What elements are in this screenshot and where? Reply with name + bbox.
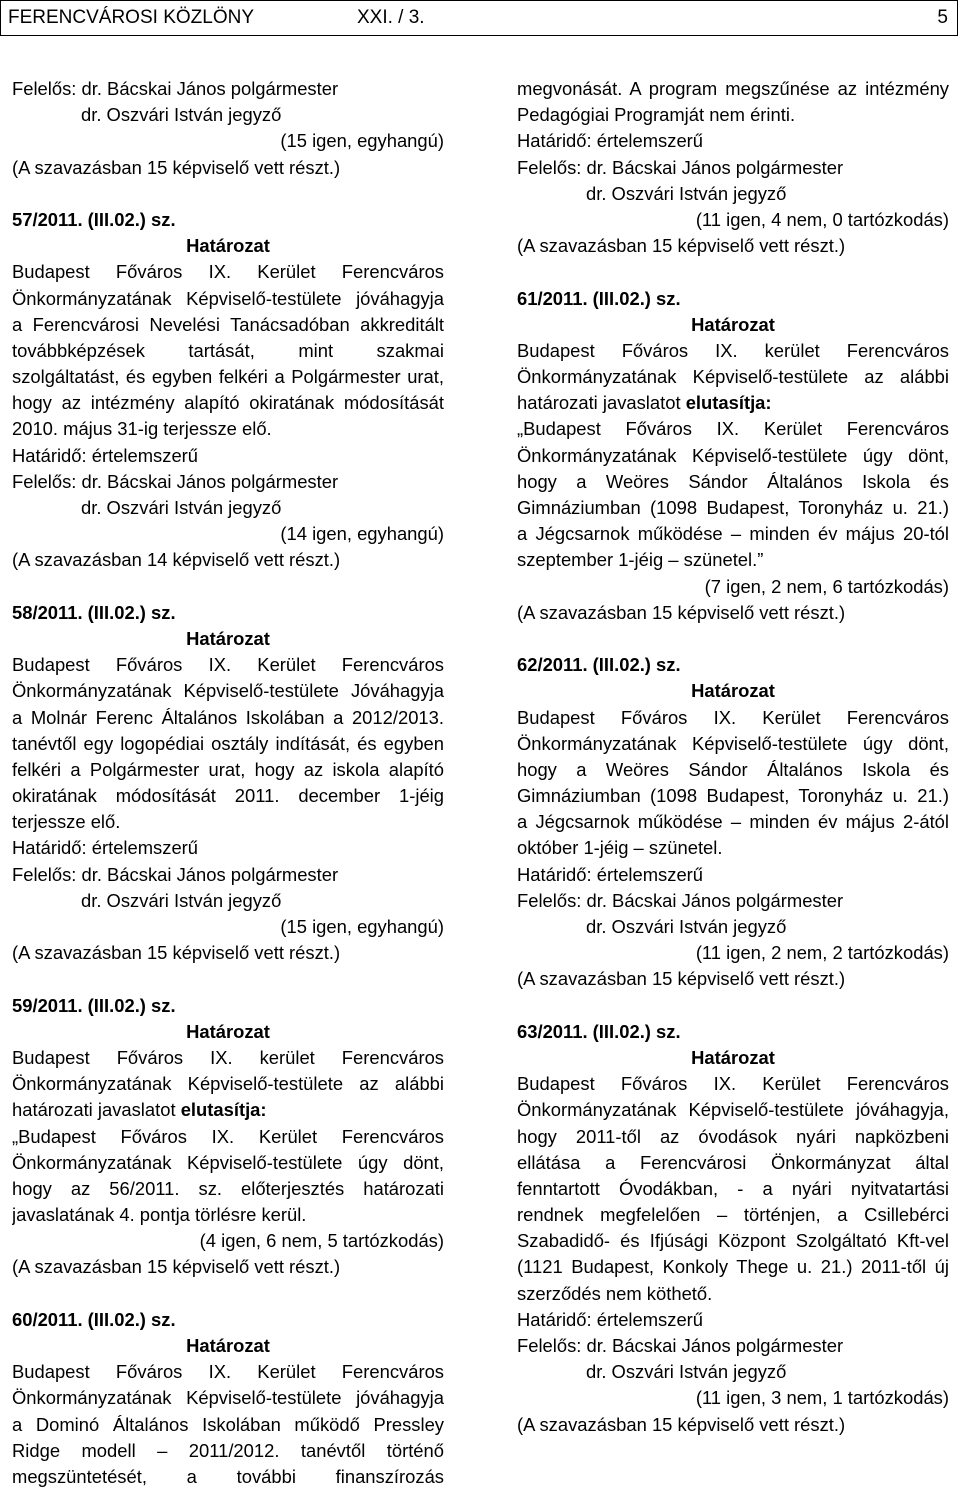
- text-line: [517, 1254, 949, 1280]
- line-text: (15 igen, egyhangú): [280, 130, 444, 152]
- text-line: [517, 495, 949, 521]
- text-line: [12, 259, 444, 285]
- text-line: [517, 1228, 949, 1254]
- text-line: [12, 888, 444, 914]
- left-column: [12, 76, 444, 1490]
- text-line: [517, 233, 949, 259]
- line-text: Budapest Főváros IX. Kerület Ferencváros: [12, 1361, 444, 1383]
- line-text: Felelős: dr. Bácskai János polgármester: [517, 889, 844, 911]
- text-line: [517, 940, 949, 966]
- text-line: [12, 128, 444, 154]
- text-line: [12, 705, 444, 731]
- line-text: Felelős: dr. Bácskai János polgármester: [12, 863, 339, 885]
- line-text: megszüntetését, a további finanszírozás: [12, 1465, 444, 1487]
- line-text: tanévtől egy logopédiai osztály indítását, és egyben: [12, 732, 444, 754]
- line-text: Határozat: [186, 235, 270, 257]
- text-line: [12, 443, 444, 469]
- line-text: a Dominó Általános Iskolában működő Pressley: [12, 1413, 444, 1435]
- line-text: Önkormányzatának Képviselő-testülete az alábbi: [517, 366, 949, 388]
- text-line: [517, 1307, 949, 1333]
- line-text: „Budapest Főváros IX. Kerület Ferencváros: [12, 1125, 444, 1147]
- text-line: [517, 286, 949, 312]
- text-line: [517, 338, 949, 364]
- line-text: (A szavazásban 15 képviselő vett részt.): [517, 235, 846, 257]
- line-text: Budapest Főváros IX. Kerület Ferencváros: [12, 654, 444, 676]
- text-line: [517, 731, 949, 757]
- line-text: (15 igen, egyhangú): [280, 916, 444, 937]
- text-line: [12, 233, 444, 259]
- text-line: [517, 547, 949, 573]
- line-text: hogy a Weöres Sándor Általános Iskola és: [517, 470, 949, 492]
- line-text: Önkormányzatának Képviselő-testülete jóváhagyja,: [517, 1099, 949, 1121]
- line-text: Budapest Főváros IX. Kerület Ferencváros: [517, 1073, 949, 1095]
- line-text: ellátása a Ferencvárosi Önkormányzat által: [517, 1151, 949, 1173]
- publication-title: FERENCVÁROSI KÖZLÖNY: [8, 7, 254, 28]
- text-line: [12, 416, 444, 442]
- text-line: [12, 678, 444, 704]
- text-line: [12, 1307, 444, 1333]
- text-line: [12, 547, 444, 573]
- line-text: hogy a Weöres Sándor Általános Iskola és: [517, 758, 949, 780]
- right-column: [517, 76, 949, 1438]
- text-line: [517, 1097, 949, 1123]
- line-text: (1121 Budapest, Konkoly Thege u. 21.) 2011-től új: [517, 1256, 949, 1278]
- text-line: [517, 1385, 949, 1411]
- text-line: [12, 1176, 444, 1202]
- text-line: [517, 1071, 949, 1097]
- line-text: Felelős: dr. Bácskai János polgármester: [12, 470, 339, 492]
- line-text: Önkormányzatának Képviselő-testülete jóváhagyja: [12, 287, 444, 309]
- line-text: (A szavazásban 15 képviselő vett részt.): [12, 942, 341, 964]
- line-text: határozati javaslatot: [12, 1099, 181, 1121]
- line-text: dr. Oszvári István jegyző: [586, 916, 787, 937]
- text-line: [517, 626, 949, 652]
- text-line: [517, 914, 949, 940]
- text-line: [12, 626, 444, 652]
- text-line: [12, 783, 444, 809]
- text-line: [12, 1464, 444, 1490]
- line-text: (11 igen, 2 nem, 2 tartózkodás): [695, 942, 949, 964]
- text-line: [517, 390, 949, 416]
- line-text: hogy az intézmény alapító okiratának módosítását: [12, 392, 444, 414]
- line-text: (A szavazásban 15 képviselő vett részt.): [517, 968, 846, 990]
- emphasis-text: elutasítja:: [180, 1099, 267, 1121]
- line-text: Ridge modell – 2011/2012. tanévtől történő: [12, 1439, 444, 1461]
- line-text: a Jégcsarnok működése – minden év május 2-ától: [517, 811, 949, 833]
- text-line: [12, 835, 444, 861]
- text-line: [517, 1124, 949, 1150]
- text-line: [12, 1019, 444, 1045]
- text-line: [517, 966, 949, 992]
- line-text: Határidő: értelemszerű: [12, 837, 199, 859]
- page-header: [0, 0, 958, 36]
- line-text: szeptember 1-jéig – szünetel.”: [517, 549, 764, 571]
- text-line: [517, 259, 949, 285]
- text-line: [517, 207, 949, 233]
- text-line: [12, 1359, 444, 1385]
- text-line: [12, 1254, 444, 1280]
- text-line: [12, 1124, 444, 1150]
- text-line: [517, 1176, 949, 1202]
- line-text: Határidő: értelemszerű: [517, 863, 704, 885]
- text-line: [517, 416, 949, 442]
- text-line: [12, 181, 444, 207]
- line-text: (11 igen, 3 nem, 1 tartózkodás): [695, 1387, 949, 1409]
- text-line: [517, 783, 949, 809]
- line-text: dr. Oszvári István jegyző: [586, 182, 787, 204]
- text-line: [517, 809, 949, 835]
- text-line: [517, 102, 949, 128]
- text-line: [12, 1097, 444, 1123]
- text-line: [12, 1228, 444, 1254]
- line-text: Önkormányzatának Képviselő-testülete úgy dönt,: [12, 1151, 444, 1173]
- text-line: [12, 1202, 444, 1228]
- line-text: dr. Oszvári István jegyző: [586, 1361, 787, 1383]
- text-line: [12, 993, 444, 1019]
- line-text: okiratának módosítását 2011. december 1-jéig: [12, 785, 444, 807]
- line-text: „Budapest Főváros IX. Kerület Ferencváros: [517, 418, 949, 440]
- line-text: 60/2011. (III.02.) sz.: [12, 1308, 176, 1330]
- emphasis-text: elutasítja:: [685, 392, 772, 414]
- line-text: Felelős: dr. Bácskai János polgármester: [517, 156, 844, 178]
- line-text: 58/2011. (III.02.) sz.: [12, 601, 176, 623]
- text-line: [12, 102, 444, 128]
- text-line: [12, 312, 444, 338]
- line-text: Határidő: értelemszerű: [517, 1308, 704, 1330]
- text-line: [517, 652, 949, 678]
- line-text: (7 igen, 2 nem, 6 tartózkodás): [704, 575, 949, 597]
- line-text: dr. Oszvári István jegyző: [81, 497, 282, 518]
- text-line: [12, 940, 444, 966]
- text-line: [12, 574, 444, 600]
- text-line: [12, 862, 444, 888]
- line-text: (4 igen, 6 nem, 5 tartózkodás): [199, 1230, 444, 1252]
- line-text: megvonását. A program megszűnése az intézmény: [517, 78, 949, 99]
- line-text: javaslatának 4. pontja törlésre kerül.: [12, 1204, 307, 1226]
- line-text: Budapest Főváros IX. Kerület Ferencváros: [517, 706, 949, 728]
- text-line: [12, 966, 444, 992]
- text-line: [517, 1150, 949, 1176]
- text-line: [12, 1438, 444, 1464]
- issue-number: XXI. / 3.: [357, 7, 425, 28]
- text-line: [12, 652, 444, 678]
- line-text: Felelős: dr. Bácskai János polgármester: [517, 1335, 844, 1356]
- text-line: [517, 888, 949, 914]
- text-line: [517, 1412, 949, 1438]
- text-line: [517, 312, 949, 338]
- line-text: Budapest Főváros IX. kerület Ferencváros: [517, 339, 949, 361]
- text-line: [12, 469, 444, 495]
- line-text: fenntartott Óvodákban, - a nyári nyitvatartási: [517, 1177, 949, 1199]
- text-line: [12, 1150, 444, 1176]
- text-line: [517, 1333, 949, 1359]
- text-line: [517, 678, 949, 704]
- line-text: dr. Oszvári István jegyző: [81, 889, 282, 911]
- line-text: 2010. május 31-ig terjessze elő.: [12, 418, 272, 440]
- text-line: [517, 1281, 949, 1307]
- line-text: Határidő: értelemszerű: [12, 444, 199, 466]
- text-line: [12, 757, 444, 783]
- line-text: Határozat: [186, 1335, 270, 1356]
- text-line: [12, 390, 444, 416]
- text-line: [517, 469, 949, 495]
- text-line: [517, 76, 949, 102]
- line-text: Budapest Főváros IX. Kerület Ferencváros: [12, 261, 444, 283]
- line-text: rendnek megfelelően – történjen, a Csillebérci: [517, 1204, 949, 1226]
- text-line: [517, 993, 949, 1019]
- line-text: Pedagógiai Programját nem érinti.: [517, 104, 796, 126]
- text-line: [12, 1045, 444, 1071]
- line-text: Budapest Főváros IX. kerület Ferencváros: [12, 1046, 444, 1068]
- line-text: határozati javaslatot: [517, 392, 686, 414]
- line-text: (A szavazásban 15 képviselő vett részt.): [12, 156, 341, 178]
- text-line: [12, 338, 444, 364]
- line-text: (A szavazásban 15 képviselő vett részt.): [517, 1413, 846, 1435]
- text-line: [517, 1019, 949, 1045]
- text-line: [517, 128, 949, 154]
- text-line: [12, 207, 444, 233]
- line-text: (11 igen, 4 nem, 0 tartózkodás): [695, 208, 949, 230]
- line-text: (A szavazásban 15 képviselő vett részt.): [517, 601, 846, 623]
- text-line: [517, 600, 949, 626]
- line-text: 61/2011. (III.02.) sz.: [517, 287, 681, 309]
- line-text: 63/2011. (III.02.) sz.: [517, 1020, 681, 1042]
- line-text: Határidő: értelemszerű: [517, 130, 704, 152]
- text-line: [517, 364, 949, 390]
- line-text: továbbképzések tartását, mint szakmai: [12, 339, 444, 361]
- text-line: [517, 705, 949, 731]
- text-line: [517, 757, 949, 783]
- line-text: Önkormányzatának Képviselő-testülete Jóváhagyja: [12, 680, 444, 702]
- text-line: [12, 1281, 444, 1307]
- text-line: [12, 1333, 444, 1359]
- line-text: 62/2011. (III.02.) sz.: [517, 654, 681, 676]
- line-text: Szabadidő- és Ifjúsági Központ Szolgáltató Kft-vel: [517, 1230, 949, 1252]
- line-text: Felelős: dr. Bácskai János polgármester: [12, 78, 339, 99]
- text-line: [517, 521, 949, 547]
- text-line: [517, 1202, 949, 1228]
- text-line: [517, 835, 949, 861]
- text-line: [12, 1385, 444, 1411]
- line-text: felkéri a Polgármester urat, hogy az iskola alapító: [12, 758, 444, 780]
- text-line: [12, 155, 444, 181]
- line-text: szolgáltatást, és egyben felkéri a Polgármester urat,: [12, 366, 444, 388]
- text-line: [517, 181, 949, 207]
- text-line: [12, 76, 444, 102]
- line-text: Határozat: [186, 1020, 270, 1042]
- text-line: [517, 155, 949, 181]
- line-text: Önkormányzatának Képviselő-testülete az alábbi: [12, 1073, 444, 1095]
- page-number: 5: [937, 7, 948, 28]
- text-line: [517, 443, 949, 469]
- line-text: (A szavazásban 15 képviselő vett részt.): [12, 1256, 341, 1278]
- line-text: Határozat: [691, 313, 775, 335]
- text-line: [12, 1071, 444, 1097]
- line-text: (14 igen, egyhangú): [280, 523, 444, 545]
- line-text: Önkormányzatának Képviselő-testülete úgy dönt,: [517, 732, 949, 754]
- line-text: Határozat: [691, 680, 775, 702]
- line-text: Gimnáziumban (1098 Budapest, Toronyház u. 21.): [517, 497, 949, 518]
- line-text: hogy 2011-től az óvodások nyári napközbeni: [517, 1125, 949, 1147]
- line-text: szerződés nem köthető.: [517, 1282, 713, 1304]
- line-text: Határozat: [186, 627, 270, 649]
- text-line: [12, 495, 444, 521]
- line-text: a Jégcsarnok működése – minden év május 20-tól: [517, 523, 949, 545]
- line-text: 59/2011. (III.02.) sz.: [12, 994, 176, 1016]
- line-text: 57/2011. (III.02.) sz.: [12, 208, 176, 230]
- line-text: (A szavazásban 14 képviselő vett részt.): [12, 549, 341, 571]
- text-line: [12, 914, 444, 940]
- line-text: Gimnáziumban (1098 Budapest, Toronyház u. 21.): [517, 785, 949, 807]
- line-text: a Molnár Ferenc Általános Iskolában a 2012/2013.: [12, 706, 444, 728]
- line-text: a Ferencvárosi Nevelési Tanácsadóban akkreditált: [12, 313, 444, 335]
- line-text: Önkormányzatának Képviselő-testülete úgy dönt,: [517, 444, 949, 466]
- text-line: [517, 574, 949, 600]
- text-line: [517, 1045, 949, 1071]
- line-text: hogy az 56/2011. sz. előterjesztés határozati: [12, 1177, 444, 1199]
- text-line: [12, 364, 444, 390]
- line-text: október 1-jéig – szünetel.: [517, 837, 723, 859]
- text-line: [12, 731, 444, 757]
- line-text: Önkormányzatának Képviselő-testülete jóváhagyja: [12, 1387, 444, 1409]
- text-line: [12, 600, 444, 626]
- text-line: [12, 1412, 444, 1438]
- text-line: [517, 862, 949, 888]
- line-text: Határozat: [691, 1046, 775, 1068]
- line-text: dr. Oszvári István jegyző: [81, 104, 282, 126]
- text-line: [12, 809, 444, 835]
- text-line: [12, 286, 444, 312]
- text-line: [517, 1359, 949, 1385]
- text-line: [12, 521, 444, 547]
- line-text: terjessze elő.: [12, 811, 121, 833]
